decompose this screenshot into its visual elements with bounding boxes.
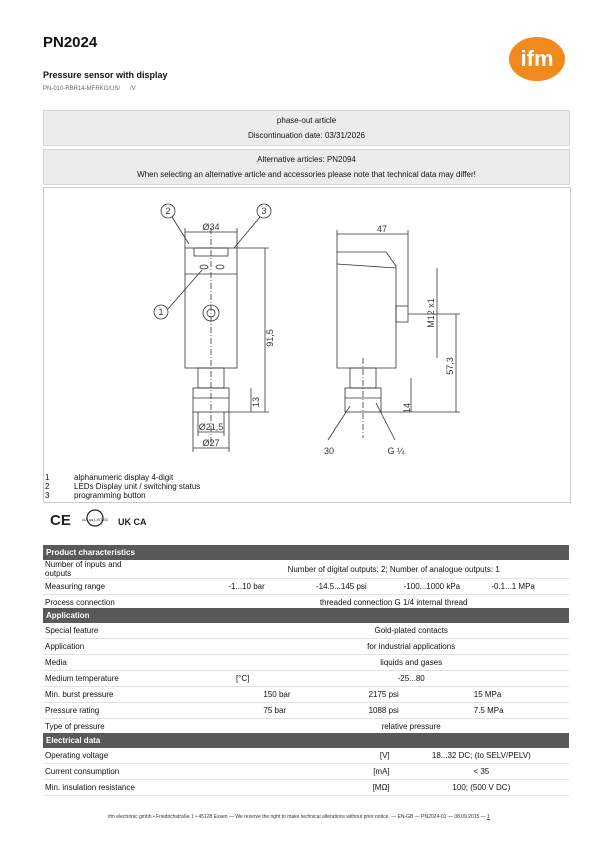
callout-3: 3: [261, 206, 267, 216]
row-value: 15 MPa: [464, 687, 569, 703]
spec-table-product: [43, 545, 569, 611]
legend-num: 1: [45, 473, 50, 482]
dim-height-91-5: 91,5: [265, 329, 275, 347]
ul-mark: cULus LISTED: [81, 517, 109, 522]
legend-item: [45, 482, 200, 491]
row-label: Application: [43, 639, 148, 655]
technical-drawing-svg: [44, 188, 570, 502]
row-value: 18...32 DC; (to SELV/PELV): [394, 748, 569, 764]
table-row: [43, 579, 569, 595]
certification-marks: [48, 508, 148, 532]
callout-2: 2: [165, 206, 171, 216]
row-value: threaded connection G 1/4 internal thread: [218, 595, 569, 611]
legend-text: LEDs Display unit / switching status: [74, 482, 201, 491]
part-code: [43, 86, 146, 92]
dim-diameter-21-5: Ø21,5: [198, 422, 224, 432]
spec-table-electrical: [43, 733, 569, 796]
row-label: Measuring range: [43, 579, 131, 595]
table-row: [43, 560, 569, 579]
spec-table-application: [43, 608, 569, 735]
logo-text: ifm: [520, 46, 554, 71]
table-row: [43, 687, 569, 703]
product-subtitle: Pressure sensor with display: [43, 70, 168, 80]
row-label: Special feature: [43, 623, 148, 639]
row-label: Process connection: [43, 595, 131, 611]
dim-diameter-27: Ø27: [202, 438, 220, 448]
phase-out-notice: [43, 110, 570, 146]
row-value: 1088 psi: [359, 703, 464, 719]
row-value: -0.1...1 MPa: [481, 579, 569, 595]
row-label: Number of inputs and outputs: [43, 560, 131, 579]
table-row: [43, 703, 569, 719]
legend-text: alphanumeric display 4-digit: [74, 473, 174, 482]
alternative-text: Alternative articles: PN2094: [257, 155, 356, 164]
row-value: -1...10 bar: [218, 579, 306, 595]
section-electrical: Electrical data: [43, 733, 569, 748]
row-value: -100...1000 kPa: [394, 579, 482, 595]
alternative-notice: [43, 149, 570, 185]
alternative-warning: When selecting an alternative article and accessories please note that technical data may differ!: [137, 170, 476, 179]
section-application: Application: [43, 608, 569, 623]
dim-wrench-30: 30: [323, 446, 335, 456]
callout-1: 1: [158, 307, 164, 317]
row-unit: [V]: [218, 748, 393, 764]
row-value: liquids and gases: [253, 655, 569, 671]
table-row: [43, 748, 569, 764]
page-number: 1: [487, 814, 490, 820]
row-value: 75 bar: [253, 703, 358, 719]
row-label: Min. insulation resistance: [43, 780, 218, 796]
dim-height-14: 14: [402, 402, 412, 414]
row-value: 7.5 MPa: [464, 703, 569, 719]
dimension-drawing: [43, 187, 571, 503]
footer-text: ifm electronic gmbh • Friedrichstraße 1 • 45128 Essen — We reserve the right to make technical alterations without prior notice. — EN-GB — PN2024-01 — 08.09.2015 —: [108, 814, 486, 820]
row-label: Current consumption: [43, 764, 218, 780]
row-unit: [mA]: [218, 764, 393, 780]
table-row: [43, 780, 569, 796]
row-value: 2175 psi: [359, 687, 464, 703]
row-value: relative pressure: [253, 719, 569, 735]
legend-num: 2: [45, 482, 50, 491]
row-label: Medium temperature: [43, 671, 148, 687]
dim-width-47: 47: [376, 224, 388, 234]
discontinuation-text: Discontinuation date: 03/31/2026: [248, 131, 365, 140]
row-label: Operating voltage: [43, 748, 218, 764]
part-code-main: PN-010-RBR14-MFRKG/US/: [43, 86, 121, 92]
table-row: [43, 639, 569, 655]
dim-thread-g14: G ¼: [387, 446, 405, 456]
row-value: -25...80: [253, 671, 569, 687]
row-label: Type of pressure: [43, 719, 148, 735]
table-row: [43, 623, 569, 639]
dim-height-57-3: 57,3: [445, 357, 455, 375]
ifm-logo: [508, 36, 566, 82]
ukca-mark: UK CA: [118, 517, 147, 527]
row-value: 150 bar: [253, 687, 358, 703]
table-row: [43, 764, 569, 780]
dim-m12: M12 x1: [426, 298, 436, 328]
product-title: PN2024: [43, 34, 98, 51]
row-value: 100; (500 V DC): [394, 780, 569, 796]
row-unit: [MΩ]: [218, 780, 393, 796]
legend-item: [45, 491, 146, 500]
row-label: Media: [43, 655, 148, 671]
row-label: Pressure rating: [43, 703, 148, 719]
legend-item: [45, 473, 173, 482]
dim-diameter-34: Ø34: [202, 222, 220, 232]
part-code-suffix: /V: [130, 86, 136, 92]
row-unit: [°C]: [148, 671, 253, 687]
row-label: Min. burst pressure: [43, 687, 148, 703]
ce-mark: CE: [50, 512, 71, 529]
row-value: -14.5...145 psi: [306, 579, 394, 595]
row-value: for industrial applications: [253, 639, 569, 655]
table-row: [43, 671, 569, 687]
table-row: [43, 655, 569, 671]
page-footer: [0, 814, 598, 820]
section-product: Product characteristics: [43, 545, 569, 560]
row-value: < 35: [394, 764, 569, 780]
dim-height-13: 13: [251, 396, 261, 408]
legend-text: programming button: [74, 491, 146, 500]
phase-out-text: phase-out article: [276, 116, 337, 125]
row-value: Number of digital outputs: 2; Number of analogue outputs: 1: [218, 560, 569, 579]
row-value: Gold-plated contacts: [253, 623, 569, 639]
legend-num: 3: [45, 491, 50, 500]
